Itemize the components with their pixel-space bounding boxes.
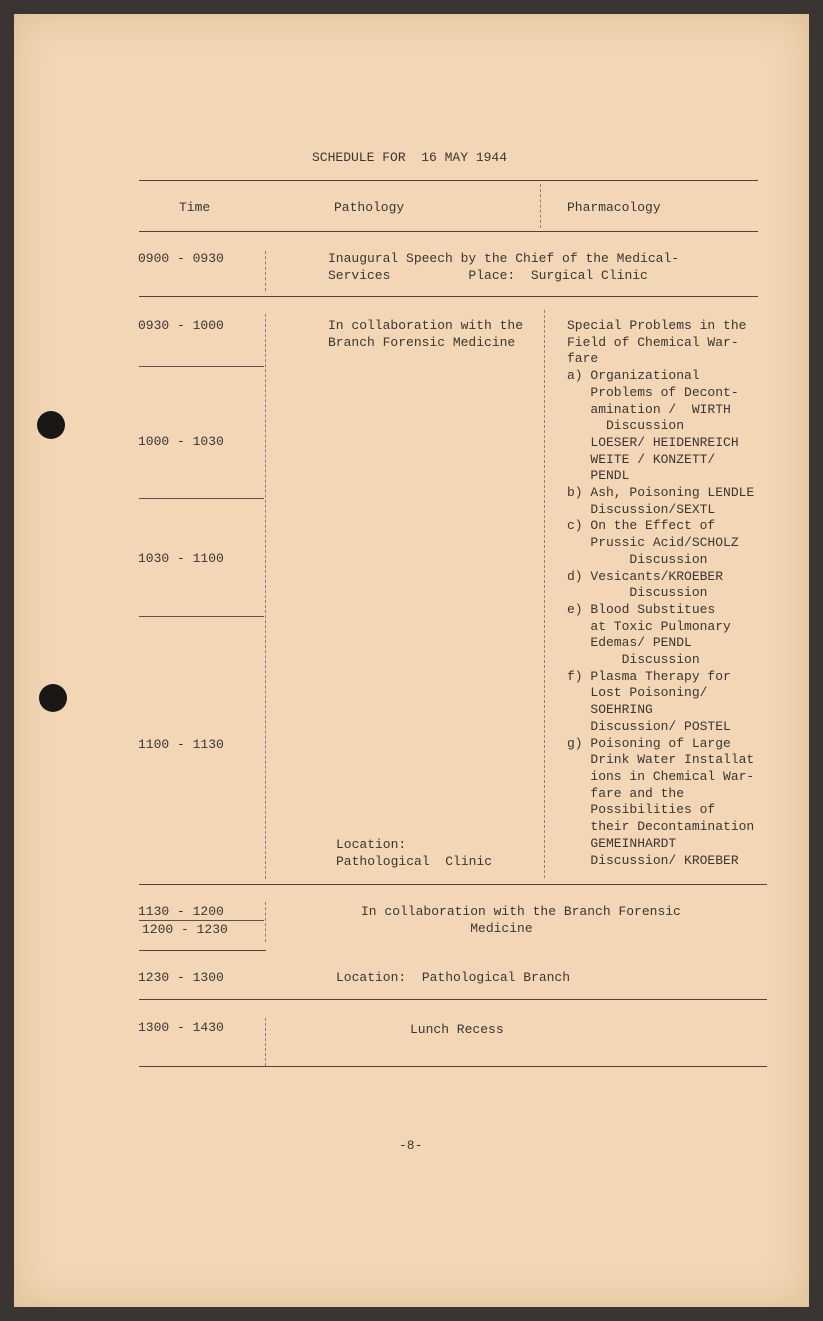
row2-pathology: In collaboration with the Branch Forensic Medicine [328,318,524,350]
row3-divider [265,902,266,942]
header-pharmacology: Pharmacology [567,200,661,215]
punch-hole-bottom [39,684,67,712]
row1-bottom-rule [139,296,758,297]
row3-time-b: 1200 - 1230 [142,922,228,937]
row2-time-d: 1100 - 1130 [138,737,224,752]
row2-divider-right [544,310,545,878]
row1-time: 0900 - 0930 [138,251,224,266]
row2-bottom-rule [139,884,767,885]
header-divider [540,184,541,228]
row4-bottom-rule [139,999,767,1000]
row5-time: 1300 - 1430 [138,1020,224,1035]
row3-bottom-rule [139,950,266,951]
punch-hole-top [37,411,65,439]
row2-pharmacology: Special Problems in the Field of Chemical War- fare a) Organizational Problems of Decont- amination / WIRTH Discussion LOESER/ HEIDENREICH WEITE / KONZETT/ PENDL b) Ash, Poisoning LENDLE Discussion/SEXTL c) On the Effect of Prussic Acid/SCHOLZ Discussion d) Vesicants/KROEBER Discussion e) Blood Substitues at Toxic Pulmonary Edemas/ PENDL Discussion f) Plasma Therapy for Lost Poisoning/ SOEHRING Discussion/ POSTEL g) Poisoning of Large Drink Water Installat ions in Chemical War- fare and the Possibilities of their Decontamination GEMEINHARDT Discussion/ KROEBER [567,318,755,868]
table-bottom-rule [139,1066,767,1067]
row2-time-c: 1030 - 1100 [138,551,224,566]
row1-divider [265,251,266,291]
row2-time-a: 0930 - 1000 [138,318,224,333]
row5-text: Lunch Recess [410,1022,504,1037]
row2-pathology-location: Location: Pathological Clinic [336,837,493,869]
row4-text: Location: Pathological Branch [336,970,571,985]
row3-text: In collaboration with the Branch Forensic Medicine [361,904,681,936]
row2-time-b: 1000 - 1030 [138,434,224,449]
header-top-rule [139,180,758,181]
row3-time-sep [139,920,264,921]
row5-divider [265,1018,266,1066]
page-title: SCHEDULE FOR 16 MAY 1944 [312,150,508,165]
row4-time: 1230 - 1300 [138,970,224,985]
row2-time-sep-c [139,616,264,617]
header-pathology: Pathology [334,200,405,215]
row2-time-sep-b [139,498,264,499]
page-number: -8- [399,1138,423,1153]
row3-time-a: 1130 - 1200 [138,904,224,919]
header-time: Time [179,200,211,215]
row2-divider-left [265,314,266,879]
row2-time-sep-a [139,366,264,367]
document-page [14,14,809,1307]
row1-text: Inaugural Speech by the Chief of the Medical- Services Place: Surgical Clinic [328,251,680,283]
header-bottom-rule [139,231,758,232]
